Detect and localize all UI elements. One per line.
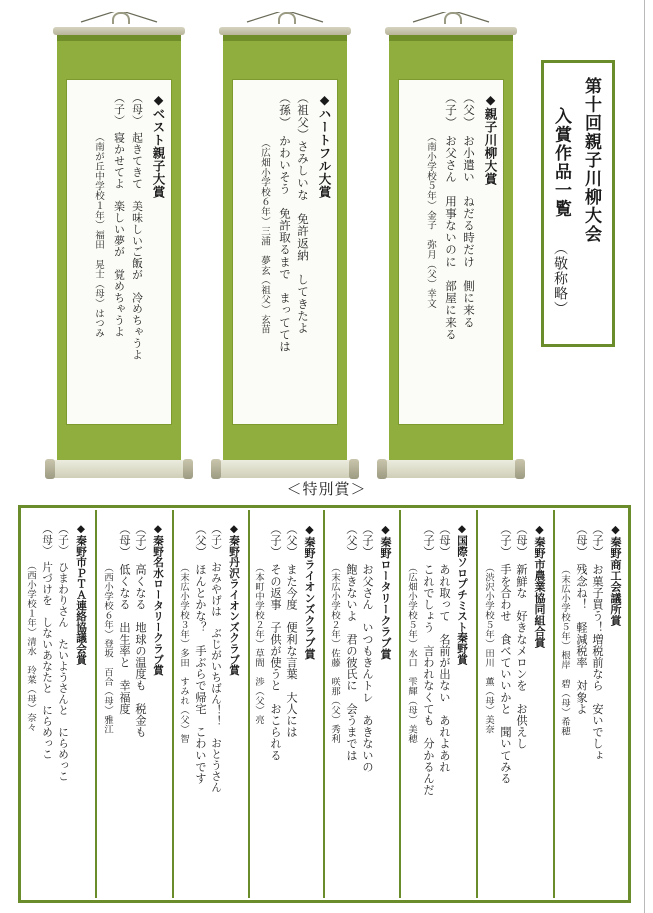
poem-line: （子） これでしょう 言われなくても 分かるんだ [422, 523, 435, 796]
poem-line: （母） 低くなる 出生率と 幸福度 [118, 523, 131, 715]
award-title: ◆秦野ロータリークラブ賞 [379, 523, 392, 660]
poem-line: （子） 手を合わせ 食べていいかと 聞いてみる [499, 523, 512, 785]
award-title: ◆国際ソロプチミスト秦野賞 [456, 523, 468, 665]
author-credit: （西小学校１年）清水 玲菜（母）奈々 [25, 561, 36, 732]
poem-line: （父） 飽きないよ 君の彼氏に 会うまでは [345, 523, 358, 761]
special-award-entry [401, 505, 476, 903]
scroll-rod-end [349, 459, 359, 479]
special-award-entry [174, 505, 248, 903]
scroll-rod-end [45, 459, 55, 479]
poem-line: （祖父）さみしいな 免許返納 してきたよ [296, 92, 310, 334]
special-award-entry [555, 505, 629, 903]
scroll-rod-end [211, 459, 221, 479]
scroll-panel [67, 80, 171, 424]
scroll-top-band [57, 35, 181, 41]
author-credit: （南が丘中学校１年）福田 晃士（母）はつみ [93, 132, 104, 338]
poem-line: （子） おみやげは ぶじがいちばん！！ おとうさん [210, 523, 222, 793]
author-credit: （広畑小学校５年）水口 雫輝（母）美穂 [406, 563, 417, 744]
poem-line: （母） 起きてきて 美味しいご飯が 冷めちゃうよ [131, 92, 144, 361]
author-credit: （広畑小学校６年）三浦 夢玄（祖父）玄苗 [259, 138, 270, 334]
poem-line: （母） 新鮮な 好きなメロンを お供えし [515, 523, 528, 750]
document-subtitle: 入賞作品一覧 [551, 107, 571, 218]
document-title-box [541, 60, 615, 347]
scroll-best-parent-child-prize [49, 12, 189, 486]
author-credit: （本町中学校２年）草間 渉（父）亮 [253, 563, 264, 725]
scroll-rod-end [515, 459, 525, 479]
special-award-entry [97, 505, 172, 903]
poem-line: （母） あれ取って 名前が出ない あれよあれ [438, 523, 451, 773]
scroll-top-rod [385, 27, 517, 35]
poem-line: （子） ひまわりさん たいようさんと にらめっこ [57, 523, 69, 782]
scroll-grand-prize [381, 12, 521, 486]
poem-line: （子） お父さん いつもきんトレ あきないの [361, 523, 374, 773]
award-title: ◆親子川柳大賞 [483, 92, 498, 186]
scroll-rod-end [377, 459, 387, 479]
scroll-heartful-prize [215, 12, 355, 486]
author-credit: （南小学校５年）金子 弥月（父）幸文 [425, 132, 436, 309]
scroll-rod-end [183, 459, 193, 479]
page-edge [644, 0, 645, 913]
author-credit: （末広小学校２年）佐藤 咲那（父）秀利 [329, 563, 340, 744]
poem-line: （父） お小遣い ねだる時だけ 側に来る [462, 92, 476, 329]
poem-line: （父） また今度 便利な言葉 大人には [285, 523, 298, 738]
poem-line: （子） お菓子買う！増税前なら 安いでしょ [591, 523, 604, 761]
poem-line: （子） 寝かせてよ 楽しい夢が 覚めちゃうよ [113, 92, 126, 338]
scroll-top-rod [53, 27, 185, 35]
award-title: ◆ベスト親子大賞 [151, 92, 166, 199]
special-award-entry [21, 505, 95, 903]
award-title: ◆秦野ライオンズクラブ賞 [303, 523, 316, 660]
poem-line: （父） ほんとかな？ 手ぶらで帰宅 こわいです [194, 523, 207, 785]
poem-line: （孫） かわいそう 免許取るまで まってては [278, 92, 292, 353]
scroll-top-band [223, 35, 347, 41]
scroll-bottom-rod [49, 460, 189, 478]
award-title: ◆秦野丹沢ライオンズクラブ賞 [228, 523, 240, 676]
special-award-entry [325, 505, 399, 903]
author-credit: （末広小学校３年）多田 すみれ（父）智 [178, 563, 189, 744]
award-title: ◆秦野名水ロータリークラブ賞 [152, 523, 164, 676]
scroll-panel [399, 80, 503, 424]
special-award-entry [478, 505, 553, 903]
award-title: ◆秦野市農業協同組合賞 [533, 523, 546, 649]
special-award-entry [250, 505, 323, 903]
poem-line: （子） 高くなる 地球の温度も 税金も [134, 523, 147, 738]
poem-line: （母） 片づけを しないあなたと にらめっこ [41, 523, 53, 760]
award-title: ◆秦野商工会議所賞 [609, 523, 622, 626]
scroll-panel [233, 80, 337, 424]
poem-line: （子） お父さん 用事ないのに 部屋に来る [444, 92, 458, 341]
special-awards-heading: ＜特別賞＞ [286, 480, 367, 498]
award-title: ◆ハートフル大賞 [317, 92, 332, 199]
poem-line: （母） 残念ね！ 軽減税率 対象よ [575, 523, 588, 715]
award-title: ◆秦野市ＰＴＡ連絡協議会賞 [75, 523, 87, 665]
scroll-bottom-rod [381, 460, 521, 478]
author-credit: （渋沢小学校５年）田川 薫（母）美奈 [483, 563, 494, 734]
scroll-top-rod [219, 27, 351, 35]
honorific-note: （敬称略） [552, 241, 568, 316]
author-credit: （西小学校６年）登坂 百合（母）雅江 [102, 563, 113, 734]
scroll-bottom-rod [215, 460, 355, 478]
author-credit: （末広小学校５年）根岸 碧（母）希穂 [559, 565, 570, 736]
poem-line: （子） その返事 子供が使うと おこられる [269, 523, 282, 761]
document-title: 第十回親子川柳大会 [581, 77, 601, 244]
scroll-top-band [389, 35, 513, 41]
